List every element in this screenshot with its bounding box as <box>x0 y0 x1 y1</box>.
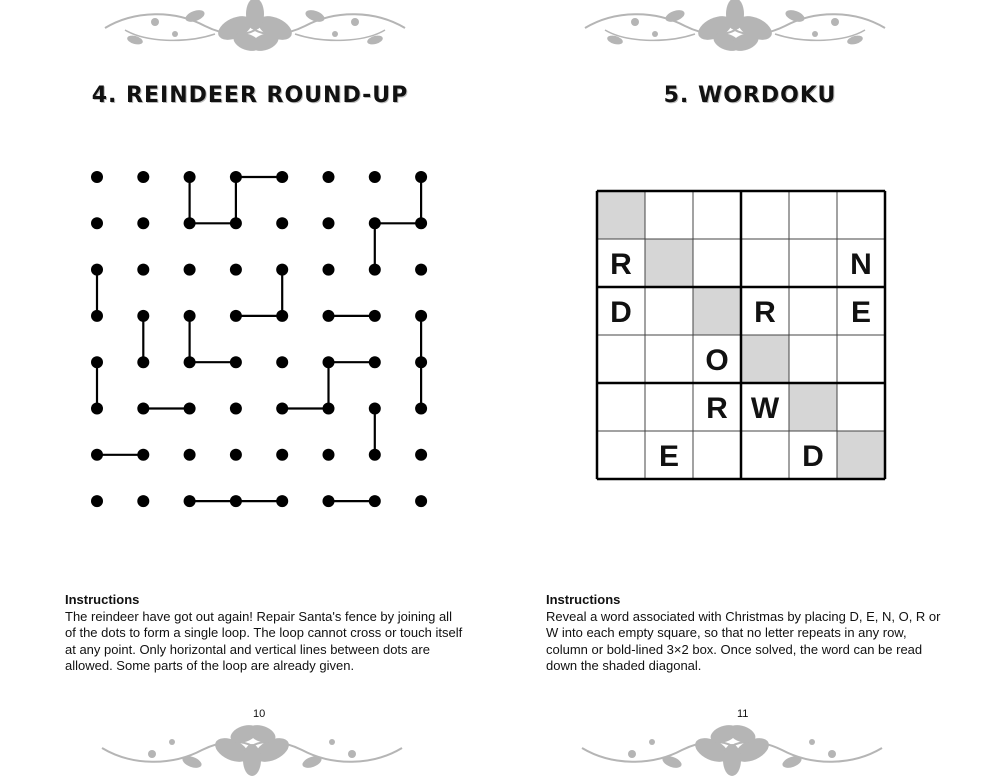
grid-dot[interactable] <box>91 495 103 507</box>
grid-dot[interactable] <box>415 495 427 507</box>
shaded-cell[interactable] <box>789 383 837 431</box>
grid-cell[interactable] <box>645 191 693 239</box>
grid-dot[interactable] <box>91 356 103 368</box>
instructions-text: Reveal a word associated with Christmas by placing D, E, N, O, R or W into each empty square, so that no letter repeats in any row, column or bold-lined 3×2 box. Once solved, the word can be read down the shaded diagonal. <box>546 608 941 673</box>
grid-cell[interactable] <box>645 287 693 335</box>
right-page <box>500 0 1000 776</box>
grid-dot[interactable] <box>276 403 288 415</box>
grid-dot[interactable] <box>369 264 381 276</box>
instructions-heading: Instructions <box>65 592 140 607</box>
grid-cell[interactable] <box>789 239 837 287</box>
grid-dot[interactable] <box>369 310 381 322</box>
grid-dot[interactable] <box>323 264 335 276</box>
grid-cell[interactable] <box>645 335 693 383</box>
grid-dot[interactable] <box>323 403 335 415</box>
grid-cell[interactable] <box>789 191 837 239</box>
grid-dot[interactable] <box>230 310 242 322</box>
instructions-text: The reindeer have got out again! Repair Santa's fence by joining all of the dots to form a single loop. The loop cannot cross or touch itself at any point. Only horizontal and vertical lines between dots are allowed. Some parts of the loop are already given. <box>65 608 463 673</box>
grid-dot[interactable] <box>369 495 381 507</box>
grid-dot[interactable] <box>230 495 242 507</box>
grid-dot[interactable] <box>415 264 427 276</box>
grid-dot[interactable] <box>276 310 288 322</box>
wordoku-grid[interactable] <box>595 189 887 481</box>
grid-dot[interactable] <box>276 495 288 507</box>
grid-dot[interactable] <box>137 495 149 507</box>
grid-dot[interactable] <box>184 264 196 276</box>
page-number: 10 <box>253 708 266 720</box>
grid-dot[interactable] <box>230 264 242 276</box>
grid-cell[interactable] <box>789 335 837 383</box>
given-letter: N <box>850 248 872 281</box>
grid-dot[interactable] <box>415 449 427 461</box>
holly-ornament-top-right <box>575 0 895 56</box>
grid-dot[interactable] <box>415 403 427 415</box>
grid-cell[interactable] <box>693 191 741 239</box>
grid-dot[interactable] <box>369 403 381 415</box>
puzzle-title: 4. REINDEER ROUND-UP <box>91 83 409 108</box>
grid-dot[interactable] <box>230 356 242 368</box>
grid-dot[interactable] <box>276 171 288 183</box>
holly-ornament-top-left <box>95 0 415 56</box>
grid-dot[interactable] <box>369 449 381 461</box>
given-letter: E <box>658 440 680 473</box>
grid-dot[interactable] <box>323 310 335 322</box>
grid-dot[interactable] <box>91 171 103 183</box>
grid-dot[interactable] <box>369 217 381 229</box>
grid-dot[interactable] <box>184 217 196 229</box>
grid-cell[interactable] <box>741 239 789 287</box>
grid-dot[interactable] <box>137 403 149 415</box>
grid-dot[interactable] <box>91 217 103 229</box>
grid-dot[interactable] <box>184 356 196 368</box>
grid-dot[interactable] <box>369 356 381 368</box>
grid-dot[interactable] <box>276 449 288 461</box>
grid-dot[interactable] <box>415 356 427 368</box>
grid-dot[interactable] <box>369 171 381 183</box>
grid-dot[interactable] <box>137 217 149 229</box>
grid-dot[interactable] <box>415 310 427 322</box>
shaded-cell[interactable] <box>597 191 645 239</box>
given-letter: R <box>610 248 632 281</box>
grid-dot[interactable] <box>184 495 196 507</box>
instructions-block <box>65 592 465 675</box>
grid-dot[interactable] <box>323 495 335 507</box>
given-letter: O <box>705 344 729 377</box>
instructions-heading: Instructions <box>546 592 621 607</box>
grid-cell[interactable] <box>597 335 645 383</box>
grid-dot[interactable] <box>91 264 103 276</box>
grid-cell[interactable] <box>837 335 885 383</box>
shaded-cell[interactable] <box>693 287 741 335</box>
puzzle-title: 5. WORDOKU <box>663 83 837 108</box>
given-letter: E <box>850 296 872 329</box>
grid-dot[interactable] <box>276 217 288 229</box>
grid-cell[interactable] <box>693 431 741 479</box>
grid-dot[interactable] <box>276 356 288 368</box>
shaded-cell[interactable] <box>837 431 885 479</box>
grid-dot[interactable] <box>415 217 427 229</box>
grid-dot[interactable] <box>323 449 335 461</box>
grid-dot[interactable] <box>184 171 196 183</box>
grid-dot[interactable] <box>230 403 242 415</box>
given-letter: R <box>706 392 728 425</box>
grid-cell[interactable] <box>597 431 645 479</box>
shaded-cell[interactable] <box>741 335 789 383</box>
grid-cell[interactable] <box>645 383 693 431</box>
grid-dot[interactable] <box>184 310 196 322</box>
grid-dot[interactable] <box>137 264 149 276</box>
grid-cell[interactable] <box>837 191 885 239</box>
page-number: 11 <box>737 708 749 720</box>
grid-dot[interactable] <box>276 264 288 276</box>
given-letter: D <box>610 296 632 329</box>
dot-grid-puzzle[interactable] <box>80 160 440 520</box>
grid-cell[interactable] <box>837 383 885 431</box>
grid-dot[interactable] <box>230 171 242 183</box>
grid-cell[interactable] <box>741 191 789 239</box>
grid-dot[interactable] <box>184 449 196 461</box>
grid-dot[interactable] <box>137 356 149 368</box>
grid-dot[interactable] <box>415 171 427 183</box>
grid-dot[interactable] <box>137 171 149 183</box>
holly-ornament-bottom-right <box>572 716 892 776</box>
grid-cell[interactable] <box>789 287 837 335</box>
grid-dot[interactable] <box>230 217 242 229</box>
grid-dot[interactable] <box>230 449 242 461</box>
grid-dot[interactable] <box>323 171 335 183</box>
given-letter: D <box>802 440 824 473</box>
grid-dot[interactable] <box>323 356 335 368</box>
holly-ornament-bottom-left <box>92 716 412 776</box>
shaded-cell[interactable] <box>645 239 693 287</box>
grid-dot[interactable] <box>323 217 335 229</box>
grid-cell[interactable] <box>597 383 645 431</box>
grid-dot[interactable] <box>91 449 103 461</box>
given-letter: R <box>754 296 776 329</box>
grid-dot[interactable] <box>137 449 149 461</box>
grid-cell[interactable] <box>741 431 789 479</box>
given-letter: W <box>750 392 780 425</box>
instructions-block <box>546 592 946 675</box>
grid-dot[interactable] <box>91 403 103 415</box>
grid-dot[interactable] <box>91 310 103 322</box>
grid-cell[interactable] <box>693 239 741 287</box>
grid-dot[interactable] <box>184 403 196 415</box>
grid-dot[interactable] <box>137 310 149 322</box>
